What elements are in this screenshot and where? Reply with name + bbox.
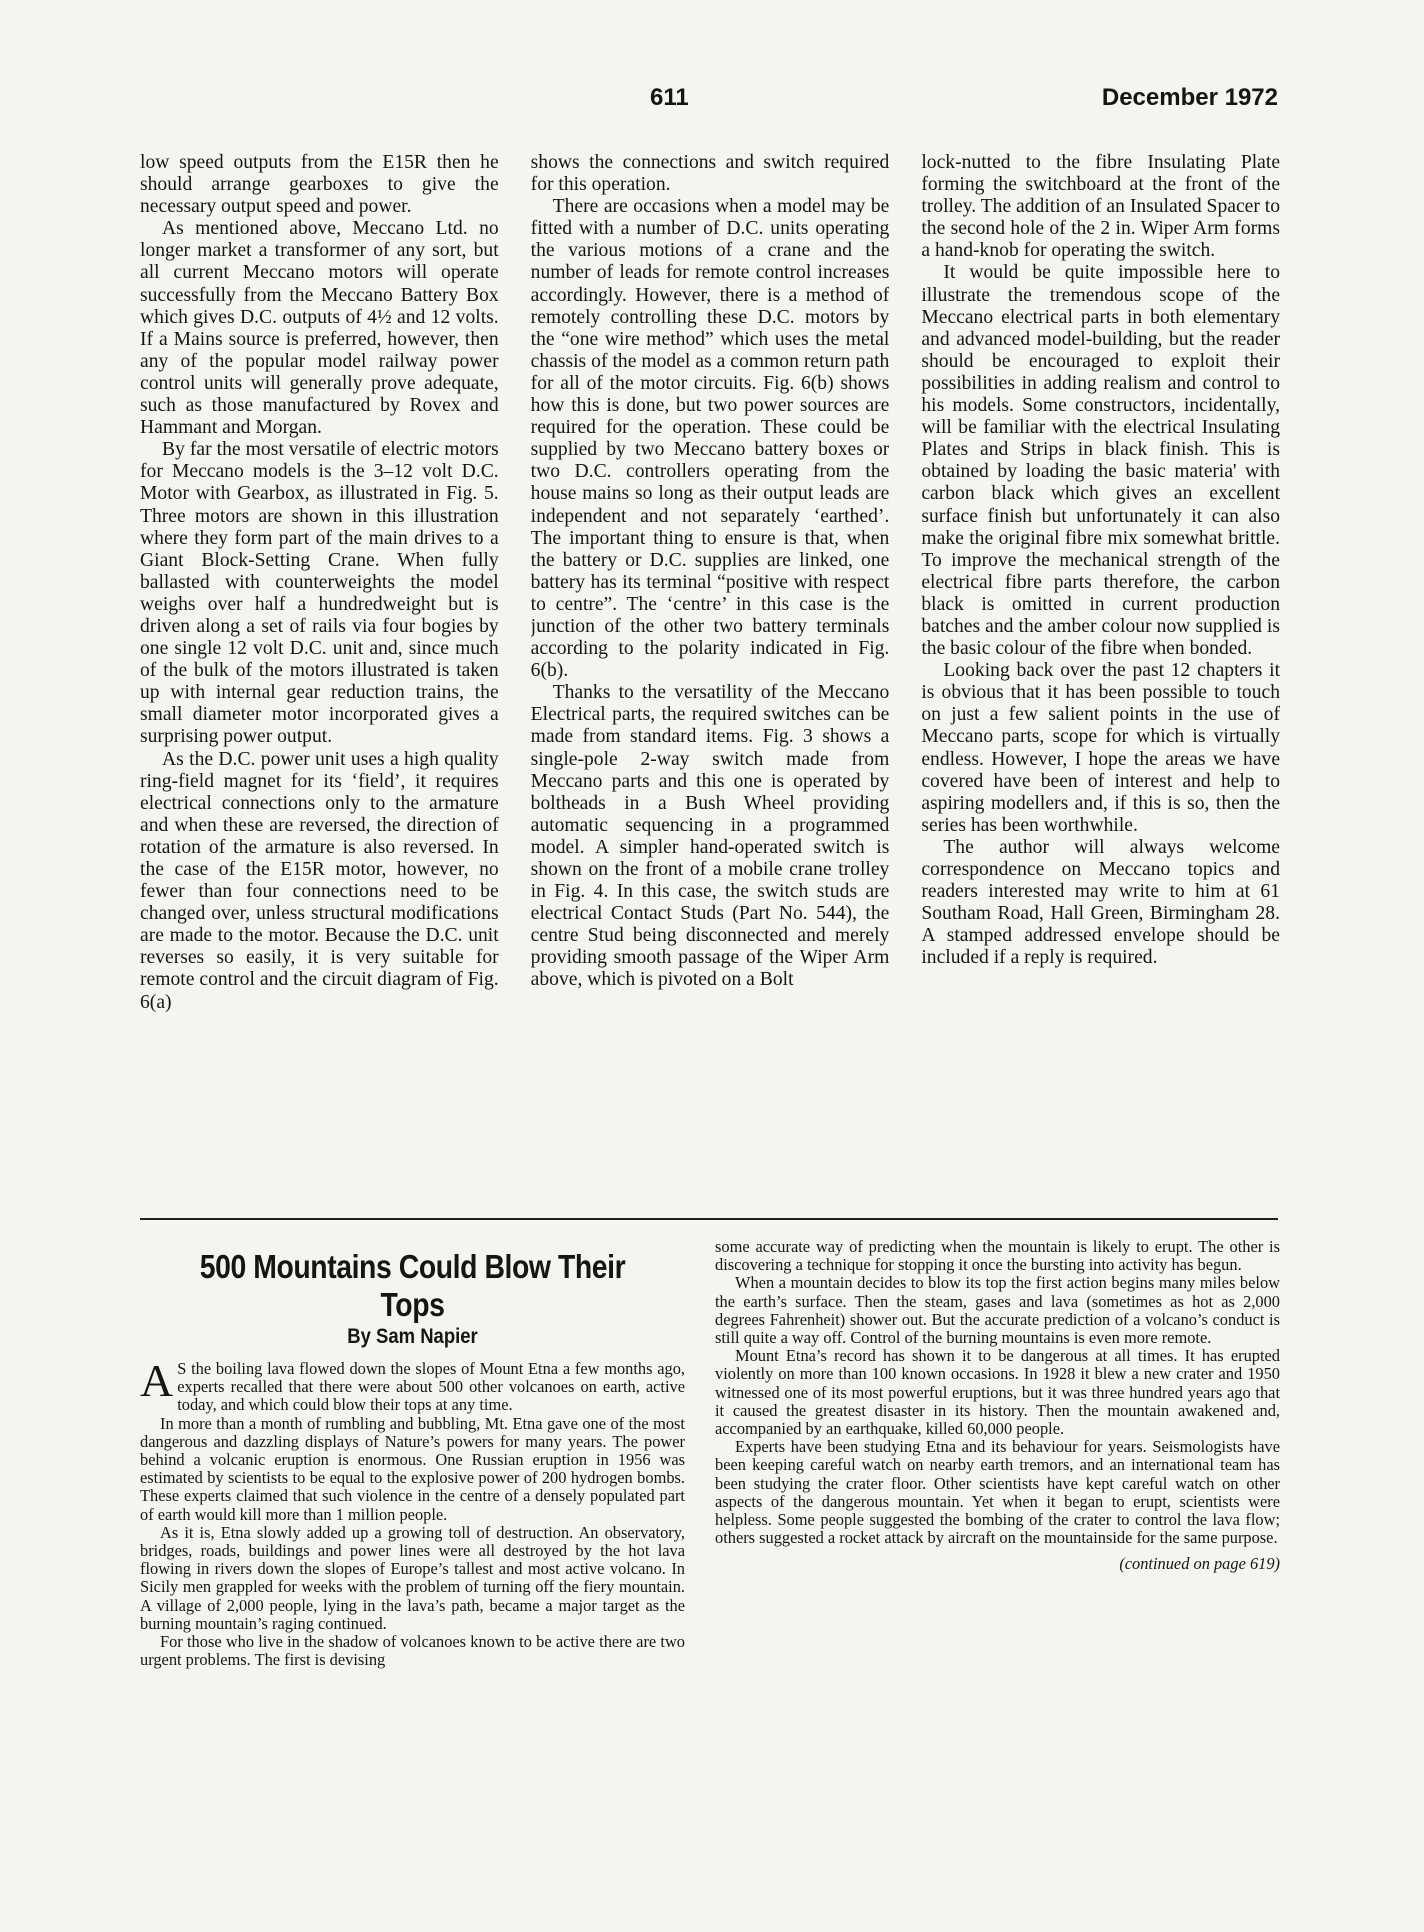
section-divider — [140, 1218, 1278, 1220]
paragraph: lock-nutted to the fibre Insulating Plate forming the switchboard at the front of the trolley. The addition of an Insulated Spacer to the second hole of the 2 in. Wiper Arm forms a hand-knob for operating the switch. — [921, 152, 1281, 262]
article-column-2 — [531, 152, 890, 1198]
paragraph: The author will always welcome correspondence on Meccano topics and readers interested may write to him at 61 Southam Road, Hall Green, Birmingham 28. A stamped addressed envelope should be included if a reply is required. — [921, 836, 1281, 969]
meccano-article — [140, 152, 1280, 1198]
paragraph: There are occasions when a model may be fitted with a number of D.C. units operating the various motions of a crane and the number of leads for remote control increases accordingly. However, there is a method of remotely controlling these D.C. motors by the “one wire method” which uses the metal chassis of the model as a common return path for all of the motor circuits. Fig. 6(b) shows how this is done, but two power sources are required for the operation. These could be supplied by two Meccano battery boxes or two D.C. controllers operating from the house mains so long as their output leads are independent and not separately ‘earthed’. The important thing to ensure is that, when the battery or D.C. supplies are linked, one battery has its terminal “positive with respect to centre”. The ‘centre’ in this case is the junction of the other two battery terminals according to the polarity indicated in Fig. 6(b). — [530, 196, 890, 682]
paragraph: Experts have been studying Etna and its behaviour for years. Seismologists have been keeping careful watch on nearby earth tremors, and an international team has been studying the crater floor. Other scientists have kept careful watch on other aspects of the dangerous mountain. Yet when it began to erupt, scientists were helpless. Some people suggested the bombing of the crater to control the lava flow; others suggested a rocket attack by aircraft on the mountainside for the same purpose. — [715, 1437, 1280, 1548]
volcano-article — [140, 1238, 1280, 1768]
drop-cap: A — [140, 1355, 174, 1406]
paragraph: When a mountain decides to blow its top the first action begins many miles below the earth’s surface. Then the steam, gases and lava (sometimes as hot as 2,000 degrees Fahrenheit) shower out. But the accurate prediction of a volcano’s conduct is still quite a way off. Control of the burning mountains is even more remote. — [715, 1273, 1280, 1348]
paragraph: By far the most versatile of electric motors for Meccano models is the 3–12 volt D.C. Motor with Gearbox, as illustrated in Fig. 5. Three motors are shown in this illustration where they form part of the main drives to a Giant Block-Setting Crane. When fully ballasted with counterweights the model weighs over half a hundredweight but is driven along a set of rails via four bogies by one single 12 volt D.C. unit and, since much of the bulk of the motors illustrated is taken up with internal gear reduction trains, the small diameter motor incorporated gives a surprising power output. — [140, 439, 499, 748]
issue-date: December 1972 — [1101, 84, 1278, 111]
paragraph: As the D.C. power unit uses a high quality ring-field magnet for its ‘field’, it requires electrical connections only to the armature and when these are reversed, the direction of rotation of the armature is also reversed. In the case of the E15R motor, however, no fewer than four connections need to be changed over, unless structural modifications are made to the motor. Because the D.C. unit reverses so easily, it is very suitable for remote control and the circuit diagram of Fig. 6(a) — [140, 748, 499, 1013]
article-byline: By Sam Napier — [347, 1325, 478, 1348]
paragraph: As mentioned above, Meccano Ltd. no longer market a transformer of any sort, but all current Meccano motors will operate successfully from the Meccano Battery Box which gives D.C. outputs of 4½ and 12 volts. If a Mains source is preferred, however, then any of the popular model railway power control units will generally prove adequate, such as those manufactured by Rovex and Hammant and Morgan. — [140, 218, 499, 439]
paragraph: It would be quite impossible here to illustrate the tremendous scope of the Meccano electrical parts in both elementary and advanced model-building, but the reader should be encouraged to exploit their possibilities in adding realism and control to his models. Some constructors, incidentally, will be familiar with the electrical Insulating Plates and Strips in black finish. This is obtained by loading the basic materia' with carbon black which gives an excellent surface finish but unfortunately it can also make the original fibre mix somewhat brittle. To improve the mechanical strength of the electrical fibre parts therefore, the carbon black is omitted in current production batches and the amber colour now supplied is the basic colour of the fibre when bonded. — [921, 262, 1281, 660]
article-column-1 — [140, 152, 499, 1198]
continued-note: (continued on page 619) — [1119, 1554, 1280, 1574]
paragraph: Looking back over the past 12 chapters it is obvious that it has been possible to touch on just a few salient points in the use of Meccano parts, scope for which is virtually endless. However, I hope the areas we have covered have been of interest and help to aspiring modellers and, if this is so, then the series has been worthwhile. — [921, 660, 1281, 836]
page-header — [0, 84, 1424, 120]
paragraph: low speed outputs from the E15R then he should arrange gearboxes to give the necessary output speed and power. — [140, 152, 499, 218]
paragraph: Mount Etna’s record has shown it to be dangerous at all times. It has erupted violently on more than 100 known occasions. In 1928 it blew a new crater and 1950 witnessed one of its most powerful eruptions, but it was three hundred years ago that it caused the greatest disaster in its history. Then the mountain awakened and, accompanied by an earthquake, killed 60,000 people. — [715, 1346, 1280, 1439]
paragraph — [140, 1355, 685, 1415]
paragraph: some accurate way of predicting when the mountain is likely to erupt. The other is discovering a technique for stopping it once the bursting into activity has begun. — [715, 1237, 1280, 1275]
paragraph: Thanks to the versatility of the Meccano Electrical parts, the required switches can be made from standard items. Fig. 3 shows a single-pole 2-way switch made from Meccano parts and this one is operated by boltheads in a Bush Wheel providing automatic sequencing in a programmed model. A simpler hand-operated switch is shown on the front of a mobile crane trolley in Fig. 4. In this case, the switch studs are electrical Contact Studs (Part No. 544), the centre Stud being disconnected and merely providing smooth passage of the Wiper Arm above, which is pivoted on a Bolt — [530, 682, 890, 991]
paragraph: As it is, Etna slowly added up a growing toll of destruction. An observatory, bridges, roads, buildings and power lines were all destroyed by the hot lava flowing in rivers down the slopes of Europe’s tallest and most active volcano. In Sicily men grappled for weeks with the problem of turning off the fiery mountain. A village of 2,000 people, lying in the lava’s path, became a major target as the burning mountain’s raging continued. — [140, 1522, 685, 1633]
volcano-column-right — [715, 1238, 1280, 1574]
paragraph: For those who live in the shadow of volcanoes known to be active there are two urgent problems. The first is devising — [140, 1632, 685, 1670]
volcano-column-left — [140, 1238, 685, 1669]
lead-text: S the boiling lava flowed down the slopes of Mount Etna a few months ago, experts recalled that there were about 500 other volcanoes on earth, active today, and which could blow their tops at any time. — [177, 1359, 685, 1415]
page-number: 611 — [650, 84, 689, 111]
article-column-3 — [921, 152, 1280, 1198]
paragraph: In more than a month of rumbling and bubbling, Mt. Etna gave one of the most dangerous and dazzling displays of Nature’s powers for many years. The power behind a volcanic eruption is enormous. One Russian eruption in 1956 was estimated by scientists to be equal to the explosive power of 200 hydrogen bombs. These experts claimed that such violence in the centre of a densely populated part of earth would kill more than 1 million people. — [140, 1413, 685, 1524]
paragraph: shows the connections and switch required for this operation. — [530, 152, 890, 196]
article-headline: 500 Mountains Could Blow Their Tops — [199, 1248, 626, 1323]
